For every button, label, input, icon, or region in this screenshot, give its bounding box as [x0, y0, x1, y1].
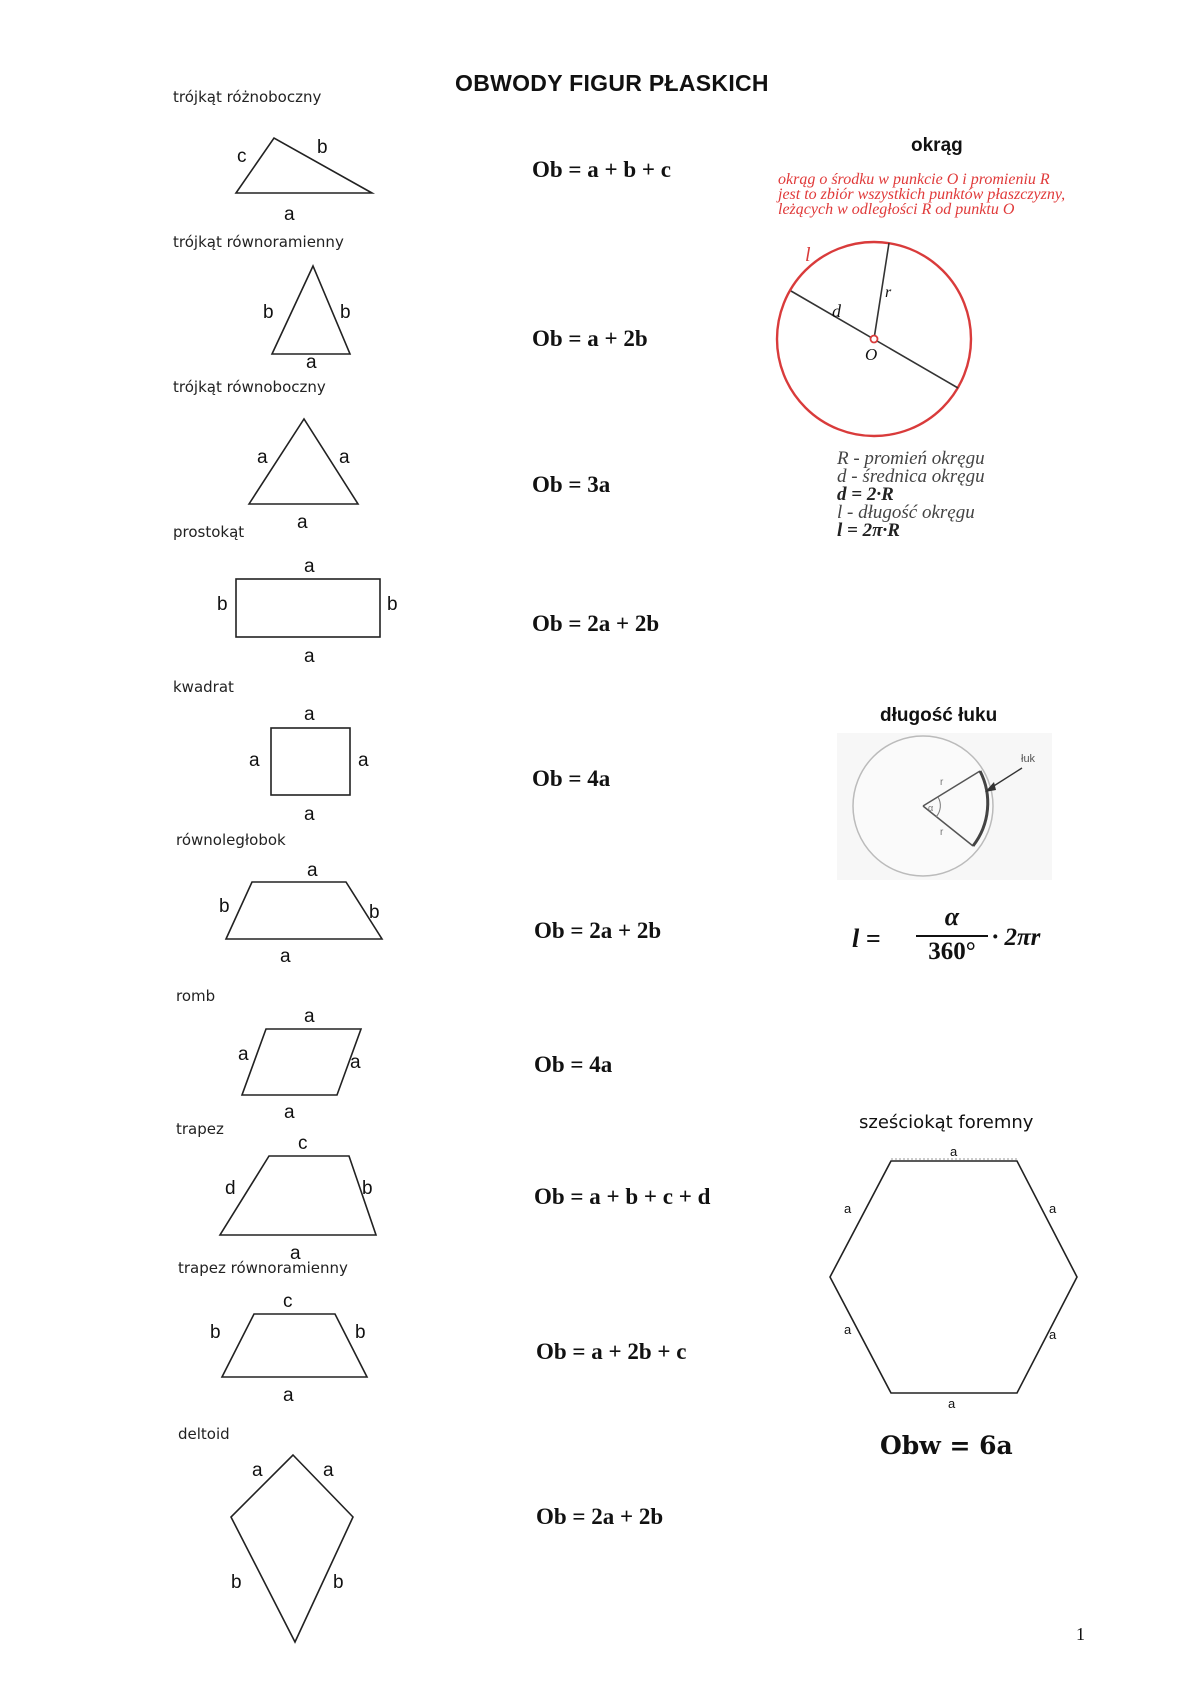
trapezoid-shape	[220, 1156, 376, 1235]
arc-diagram	[837, 733, 1052, 880]
rectangle-shape	[236, 579, 380, 637]
figure-label-equilateral-triangle: trójkąt równoboczny	[173, 378, 326, 396]
square-shape	[271, 728, 350, 795]
scalene-triangle-shape	[236, 138, 372, 193]
isosceles-trapezoid-side-a: a	[283, 1385, 294, 1406]
equilateral-side-left: a	[257, 447, 268, 468]
circle-definition	[778, 172, 1065, 217]
equilateral-side-right: a	[339, 447, 350, 468]
hexagon-side-lower-left: a	[844, 1322, 852, 1337]
page-title: OBWODY FIGUR PŁASKICH	[455, 70, 769, 96]
parallelogram-side-b-right: b	[369, 902, 380, 923]
formula-scalene-triangle: Ob = a + b + c	[532, 157, 671, 182]
formula-equilateral-triangle: Ob = 3a	[532, 472, 611, 497]
legend-diameter: d - średnica okręgu	[837, 466, 985, 487]
parallelogram-shape	[226, 882, 382, 939]
rhombus-side-top: a	[304, 1006, 315, 1027]
circle-center-point	[871, 336, 878, 343]
hexagon-diagram	[820, 1143, 1085, 1411]
figure-label-scalene-triangle: trójkąt różnoboczny	[173, 88, 322, 106]
formula-isosceles-trapezoid: Ob = a + 2b + c	[536, 1339, 687, 1364]
square-side-top: a	[304, 704, 315, 725]
isosceles-trapezoid-side-b-right: b	[355, 1322, 366, 1343]
hexagon-side-upper-right: a	[1049, 1201, 1057, 1216]
isosceles-side-a: a	[306, 352, 317, 373]
circle-definition-line-2: jest to zbiór wszystkich punktów płaszczyzny,	[778, 186, 1066, 203]
rectangle-side-a-bottom: a	[304, 646, 315, 667]
hexagon-side-upper-left: a	[844, 1201, 852, 1216]
isosceles-trapezoid-side-c: c	[283, 1291, 293, 1312]
hexagon-title: sześciokąt foremny	[859, 1112, 1034, 1133]
circle-label-l: l	[805, 244, 811, 266]
hexagon-side-lower-right: a	[1049, 1327, 1057, 1342]
arc-formula	[852, 902, 1052, 972]
figure-label-trapezoid: trapez	[176, 1120, 224, 1138]
formula-rhombus: Ob = 4a	[534, 1052, 613, 1077]
arc-label-r-lower: r	[940, 827, 944, 838]
square-side-left: a	[249, 750, 260, 771]
kite-side-a-left: a	[252, 1460, 263, 1481]
circle-label-d: d	[832, 301, 841, 321]
legend-length-formula: l = 2π·R	[837, 520, 900, 541]
isosceles-side-b-left: b	[263, 302, 274, 323]
figure-label-rectangle: prostokąt	[173, 523, 245, 541]
circle-definition-line-3: leżących w odległości R od punktu O	[778, 201, 1015, 218]
formula-trapezoid: Ob = a + b + c + d	[534, 1184, 711, 1209]
legend-length: l - długość okręgu	[837, 502, 975, 523]
arc-label-r-upper: r	[940, 777, 944, 788]
circle-label-r: r	[885, 284, 892, 301]
formula-isosceles-triangle: Ob = a + 2b	[532, 326, 648, 351]
trapezoid-side-a: a	[290, 1243, 301, 1264]
trapezoid-side-d: d	[225, 1178, 236, 1199]
parallelogram-side-a-bottom: a	[280, 946, 291, 967]
arc-formula-numerator: α	[944, 902, 960, 931]
arc-label-luk: łuk	[1021, 753, 1036, 765]
rhombus-side-bottom: a	[284, 1102, 295, 1123]
parallelogram-side-b-left: b	[219, 896, 230, 917]
hexagon-shape	[830, 1161, 1077, 1393]
figure-label-square: kwadrat	[173, 678, 234, 696]
square-side-right: a	[358, 750, 369, 771]
rhombus-shape	[242, 1029, 361, 1095]
isosceles-trapezoid-shape	[222, 1314, 367, 1377]
arc-formula-fraction-bar	[916, 935, 988, 937]
kite-shape	[231, 1455, 353, 1642]
figure-label-parallelogram: równoległobok	[176, 831, 286, 849]
formula-kite: Ob = 2a + 2b	[536, 1504, 664, 1529]
circle-label-o: O	[865, 345, 878, 364]
equilateral-side-base: a	[297, 512, 308, 533]
rhombus-side-left: a	[238, 1044, 249, 1065]
square-side-bottom: a	[304, 804, 315, 825]
arc-formula-rhs: · 2πr	[992, 924, 1041, 951]
trapezoid-side-c: c	[298, 1133, 308, 1154]
isosceles-side-b-right: b	[340, 302, 351, 323]
rectangle-side-a-top: a	[304, 556, 315, 577]
rhombus-side-right: a	[350, 1052, 361, 1073]
scalene-side-b: b	[317, 137, 328, 158]
scalene-side-a: a	[284, 204, 295, 225]
parallelogram-side-a-top: a	[307, 860, 318, 881]
page-number: 1	[1076, 1624, 1085, 1644]
formula-parallelogram: Ob = 2a + 2b	[534, 918, 662, 943]
figure-label-isosceles-trapezoid: trapez równoramienny	[178, 1259, 348, 1277]
figure-label-isosceles-triangle: trójkąt równoramienny	[173, 233, 344, 251]
scalene-side-c: c	[237, 146, 247, 167]
isosceles-triangle-shape	[272, 266, 350, 354]
circle-title: okrąg	[911, 135, 963, 156]
figure-label-rhombus: romb	[176, 987, 216, 1005]
formula-rectangle: Ob = 2a + 2b	[532, 611, 660, 636]
arc-label-alpha: α	[928, 803, 934, 813]
arc-title: długość łuku	[880, 705, 998, 726]
rectangle-side-b-right: b	[387, 594, 398, 615]
circle-legend	[837, 450, 985, 540]
circle-definition-line-1: okrąg o środku w punkcie O i promieniu R	[778, 171, 1050, 188]
hexagon-formula: Obw = 6a	[880, 1431, 1013, 1460]
formula-square: Ob = 4a	[532, 766, 611, 791]
rectangle-side-b-left: b	[217, 594, 228, 615]
hexagon-side-bottom: a	[948, 1396, 956, 1411]
arc-formula-lhs: l =	[852, 924, 881, 953]
arc-formula-denominator: 360°	[928, 938, 976, 965]
circle-diagram	[770, 235, 990, 445]
isosceles-trapezoid-side-b-left: b	[210, 1322, 221, 1343]
kite-side-a-right: a	[323, 1460, 334, 1481]
kite-side-b-left: b	[231, 1572, 242, 1593]
trapezoid-side-b: b	[362, 1178, 373, 1199]
legend-diameter-formula: d = 2·R	[837, 484, 894, 505]
hexagon-side-top: a	[950, 1144, 958, 1159]
legend-radius: R - promień okręgu	[837, 448, 985, 469]
kite-side-b-right: b	[333, 1572, 344, 1593]
figure-label-kite: deltoid	[178, 1425, 230, 1443]
